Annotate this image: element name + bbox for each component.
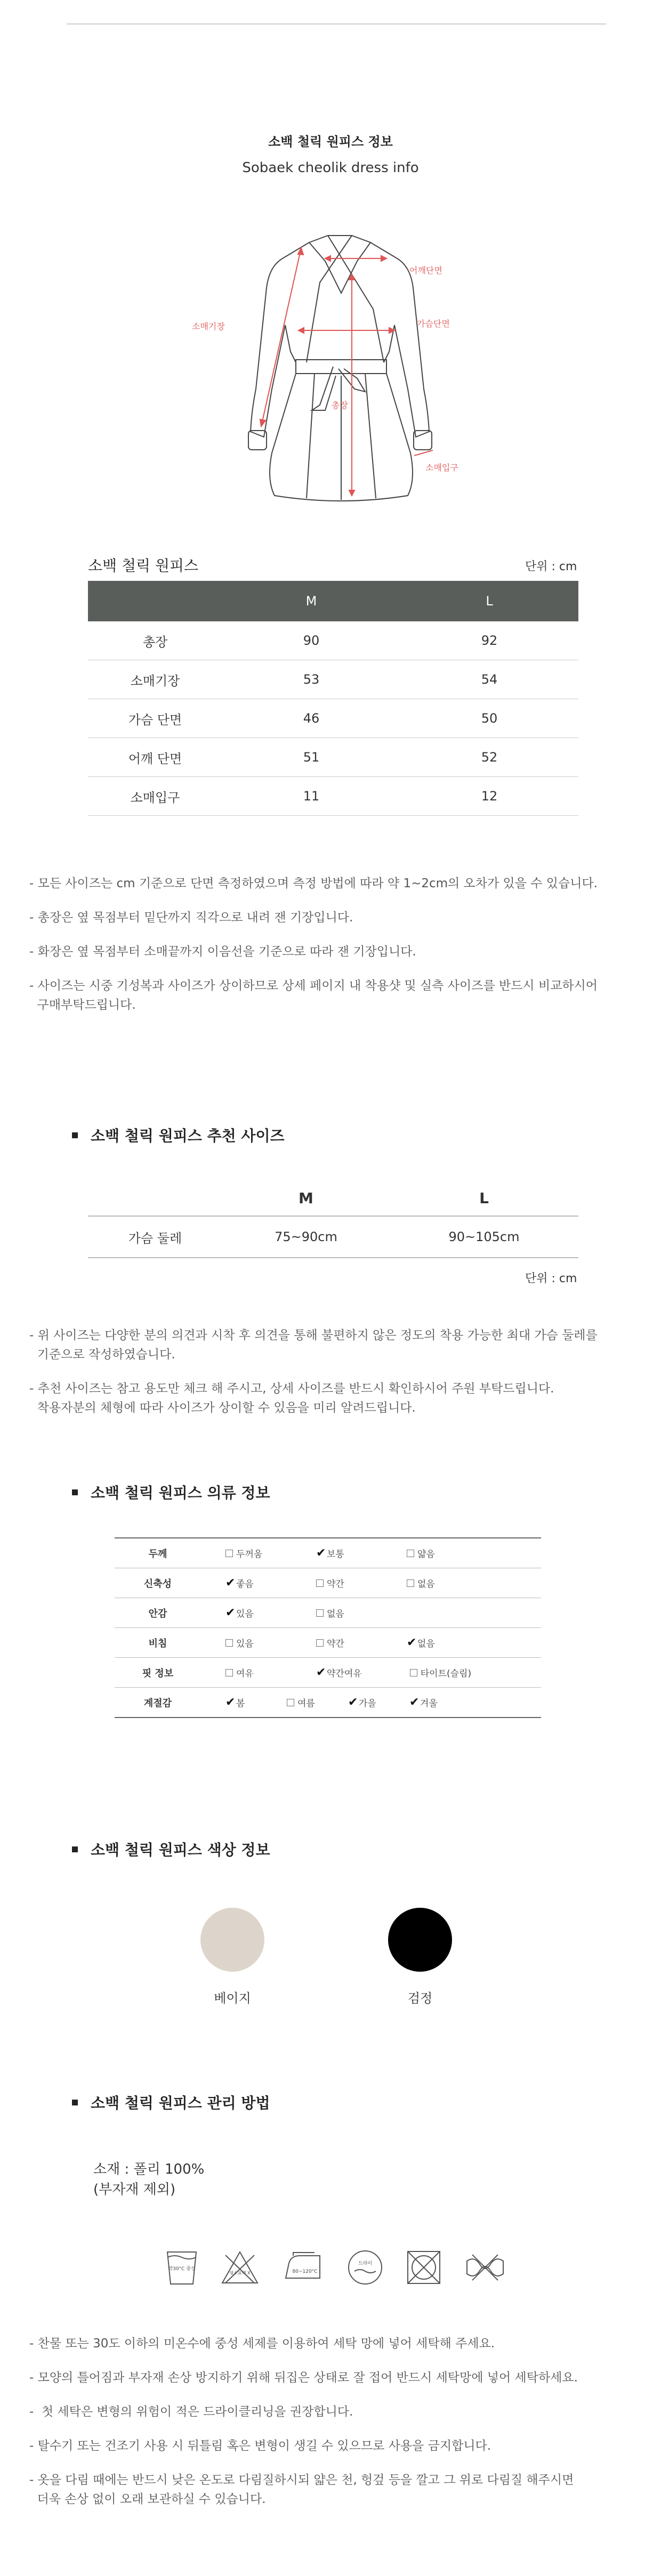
size-table-title: 소백 철릭 원피스 xyxy=(88,557,199,574)
fabric-option xyxy=(316,1606,359,1619)
recommend-header-l: L xyxy=(479,1189,489,1207)
fabric-option-label: 얇음 xyxy=(417,1549,435,1560)
dry-clean-icon xyxy=(346,2249,384,2286)
recommend-header-m: M xyxy=(299,1189,313,1207)
table-row xyxy=(88,699,578,738)
fabric-option xyxy=(410,1666,471,1679)
table-row xyxy=(88,660,578,699)
fabric-option-label: 봄 xyxy=(236,1698,245,1709)
fabric-options xyxy=(201,1658,541,1688)
size-header-empty xyxy=(88,581,222,621)
fabric-option-label: 보통 xyxy=(327,1549,344,1560)
checkbox-empty-icon xyxy=(316,1639,324,1647)
fabric-option xyxy=(225,1606,268,1619)
fabric-option-label: 있음 xyxy=(236,1639,254,1649)
diagram-label-shoulder: 어깨단면 xyxy=(409,265,442,276)
svg-text:드라이: 드라이 xyxy=(358,2261,372,2266)
checkbox-empty-icon xyxy=(225,1669,233,1676)
row-label: 가슴 둘레 xyxy=(88,1216,222,1258)
color-title-text: 소백 철릭 원피스 색상 정보 xyxy=(91,1841,270,1859)
fabric-options xyxy=(201,1688,541,1718)
cell-m: 90 xyxy=(222,621,400,660)
note-line: 더욱 손상 없이 오래 보관하실 수 있습니다. xyxy=(29,2492,266,2506)
fabric-option-label: 있음 xyxy=(236,1609,254,1619)
fabric-option-label: 두꺼움 xyxy=(236,1549,263,1560)
square-bullet-icon xyxy=(72,2100,78,2105)
fabric-option-label: 좋음 xyxy=(236,1579,254,1590)
diagram-label-sleeve: 소매기장 xyxy=(192,321,225,331)
table-row xyxy=(115,1598,541,1628)
fabric-option-label: 없음 xyxy=(417,1579,435,1590)
fabric-row-label: 안감 xyxy=(115,1598,201,1628)
care-title-text: 소백 철릭 원피스 관리 방법 xyxy=(91,2094,270,2112)
fabric-option xyxy=(225,1576,268,1590)
fabric-option xyxy=(316,1576,359,1590)
svg-text:염소표백 X: 염소표백 X xyxy=(229,2271,251,2275)
wash-30-icon xyxy=(165,2249,198,2286)
recommend-notes xyxy=(29,1326,637,1417)
cell-m: 11 xyxy=(222,777,400,816)
square-bullet-icon xyxy=(72,1846,78,1852)
color-section-title xyxy=(72,1838,270,1860)
checkmark-icon: ✔ xyxy=(225,1576,236,1590)
note-line: - 위 사이즈는 다양한 분의 의견과 시착 후 의견을 통해 불편하지 않은 정도의 착용 가능한 최대 가슴 둘레를 xyxy=(29,1328,598,1342)
material-sub-text: (부자재 제외) xyxy=(93,2182,176,2198)
table-row xyxy=(115,1538,541,1568)
dress-diagram xyxy=(192,229,469,506)
fabric-option xyxy=(348,1696,385,1709)
size-table-unit: 단위 : cm xyxy=(525,560,577,573)
row-label: 소매입구 xyxy=(88,777,222,816)
fabric-option xyxy=(409,1696,447,1709)
fabric-options xyxy=(201,1628,541,1658)
size-notes xyxy=(29,874,637,1015)
note-line: - 모든 사이즈는 cm 기준으로 단면 측정하였으며 측정 방법에 따라 약 1~2cm의 오차가 있을 수 있습니다. xyxy=(29,877,598,890)
cell-m: 75~90cm xyxy=(222,1216,390,1258)
checkmark-icon: ✔ xyxy=(409,1695,420,1709)
fabric-title-text: 소백 철릭 원피스 의류 정보 xyxy=(91,1484,270,1502)
fabric-option xyxy=(407,1636,449,1649)
fabric-row-label: 비침 xyxy=(115,1628,201,1658)
fabric-option-label: 여름 xyxy=(297,1698,315,1709)
checkbox-empty-icon xyxy=(316,1579,324,1587)
fabric-row-label: 두께 xyxy=(115,1538,201,1568)
note-line: - 화장은 옆 목점부터 소매끝까지 이음선을 기준으로 따라 잰 기장입니다. xyxy=(29,945,416,959)
note-line: - 찬물 또는 30도 이하의 미온수에 중성 세제를 이용하여 세탁 망에 넣어 세탁해 주세요. xyxy=(29,2337,495,2351)
cell-l: 90~105cm xyxy=(390,1216,578,1258)
page-title: 소백 철릭 원피스 정보 xyxy=(268,134,393,149)
table-row xyxy=(88,621,578,660)
square-bullet-icon xyxy=(72,1132,78,1138)
iron-icon xyxy=(281,2251,324,2283)
size-header-m: M xyxy=(222,581,400,621)
row-label: 가슴 단면 xyxy=(88,699,222,738)
checkbox-empty-icon xyxy=(225,1639,233,1647)
fabric-section-title xyxy=(72,1481,270,1503)
care-section-title xyxy=(72,2092,270,2113)
recommend-table xyxy=(88,1180,578,1258)
fabric-options xyxy=(201,1568,541,1598)
diagram-label-length: 총장 xyxy=(332,400,348,410)
note-line: - 추천 사이즈는 참고 용도만 체크 해 주시고, 상세 사이즈를 반드시 확인하시어 주원 부탁드립니다. xyxy=(29,1382,554,1396)
checkbox-empty-icon xyxy=(287,1699,294,1706)
cell-l: 92 xyxy=(400,621,578,660)
size-header-l: L xyxy=(400,581,578,621)
fabric-option xyxy=(225,1636,268,1649)
no-bleach-icon xyxy=(220,2250,260,2285)
fabric-row-label: 계절감 xyxy=(115,1688,201,1718)
table-row xyxy=(88,777,578,816)
diagram-label-cuff: 소매입구 xyxy=(425,463,458,473)
top-divider xyxy=(67,23,606,25)
page-subtitle: Sobaek cheolik dress info xyxy=(242,160,419,176)
recommend-header xyxy=(88,1180,578,1216)
row-label: 소매기장 xyxy=(88,660,222,699)
fabric-row-label: 신축성 xyxy=(115,1568,201,1598)
row-label: 총장 xyxy=(88,621,222,660)
square-bullet-icon xyxy=(72,1489,78,1495)
checkbox-empty-icon xyxy=(407,1550,414,1557)
fabric-option-label: 약간여유 xyxy=(327,1668,362,1679)
checkmark-icon: ✔ xyxy=(225,1606,236,1619)
fabric-option-label: 없음 xyxy=(327,1609,344,1619)
cell-l: 12 xyxy=(400,777,578,816)
checkbox-empty-icon xyxy=(407,1579,414,1587)
cell-l: 54 xyxy=(400,660,578,699)
checkmark-icon: ✔ xyxy=(225,1695,236,1709)
recommend-title-text: 소백 철릭 원피스 추천 사이즈 xyxy=(91,1127,285,1145)
svg-text:약30°C 중성: 약30°C 중성 xyxy=(168,2266,196,2272)
table-row xyxy=(115,1688,541,1718)
size-table-header xyxy=(88,581,578,621)
fabric-option-label: 없음 xyxy=(417,1639,435,1649)
care-notes xyxy=(29,2334,637,2509)
fabric-option xyxy=(316,1636,359,1649)
checkmark-icon: ✔ xyxy=(316,1546,326,1560)
table-row xyxy=(115,1568,541,1598)
cell-l: 50 xyxy=(400,699,578,738)
note-line: 기준으로 작성하였습니다. xyxy=(29,1348,175,1362)
fabric-option-label: 약간 xyxy=(327,1579,344,1590)
note-line: 구매부탁드립니다. xyxy=(29,998,136,1012)
table-row xyxy=(115,1628,541,1658)
fabric-table xyxy=(115,1537,541,1718)
recommend-header-empty xyxy=(88,1180,222,1216)
note-line: - 사이즈는 시중 기성복과 사이즈가 상이하므로 상세 페이지 내 착용샷 및 실측 사이즈를 반드시 비교하시어 xyxy=(29,979,598,993)
no-tumble-dry-icon xyxy=(406,2249,442,2286)
checkmark-icon: ✔ xyxy=(407,1635,417,1649)
fabric-option xyxy=(316,1546,359,1560)
table-row xyxy=(88,1216,578,1258)
care-icons xyxy=(165,2246,506,2289)
no-wring-icon xyxy=(464,2251,506,2283)
fabric-option xyxy=(225,1546,268,1560)
row-label: 어깨 단면 xyxy=(88,738,222,777)
cell-m: 51 xyxy=(222,738,400,777)
table-row xyxy=(88,738,578,777)
fabric-options xyxy=(201,1538,541,1568)
fabric-option-label: 타이트(슬림) xyxy=(420,1668,472,1679)
note-line: - 첫 세탁은 변형의 위험이 적은 드라이클리닝을 권장합니다. xyxy=(29,2405,353,2419)
note-line: - 탈수기 또는 건조기 사용 시 뒤틀림 혹은 변형이 생길 수 있으므로 사용을 금지합니다. xyxy=(29,2439,491,2453)
fabric-option-label: 여유 xyxy=(236,1668,254,1679)
fabric-row-label: 핏 정보 xyxy=(115,1658,201,1688)
recommend-unit: 단위 : cm xyxy=(525,1272,577,1285)
checkmark-icon: ✔ xyxy=(316,1665,326,1679)
checkbox-empty-icon xyxy=(316,1609,324,1617)
fabric-option-label: 가을 xyxy=(359,1698,376,1709)
note-line: - 옷을 다림 때에는 반드시 낮은 온도로 다림질하시되 얇은 천, 헝겊 등을 깔고 그 위로 다림질 해주시면 xyxy=(29,2473,574,2487)
checkbox-empty-icon xyxy=(410,1669,417,1676)
fabric-option xyxy=(316,1666,362,1679)
checkmark-icon: ✔ xyxy=(348,1695,358,1709)
color-swatch-beige xyxy=(200,1908,264,1972)
color-name-beige: 베이지 xyxy=(214,1991,251,2006)
material-text: 소재 : 폴리 100% xyxy=(93,2161,205,2177)
note-line: - 모양의 틀어짐과 부자재 손상 방지하기 위해 뒤집은 상태로 잘 접어 반드시 세탁망에 넣어 세탁하세요. xyxy=(29,2371,578,2385)
recommend-section-title xyxy=(72,1124,285,1146)
fabric-options xyxy=(201,1598,541,1628)
cell-l: 52 xyxy=(400,738,578,777)
color-name-black: 검정 xyxy=(407,1991,433,2006)
cell-m: 46 xyxy=(222,699,400,738)
fabric-option xyxy=(225,1666,268,1679)
note-line: - 총장은 옆 목점부터 밑단까지 직각으로 내려 잰 기장입니다. xyxy=(29,911,353,925)
checkbox-empty-icon xyxy=(225,1550,233,1557)
table-row xyxy=(115,1658,541,1688)
svg-text:80~120°C: 80~120°C xyxy=(292,2269,318,2274)
fabric-option xyxy=(407,1576,449,1590)
note-line: 착용자분의 체형에 따라 사이즈가 상이할 수 있음을 미리 알려드립니다. xyxy=(29,1401,416,1415)
fabric-option xyxy=(407,1546,449,1560)
fabric-option xyxy=(287,1696,324,1709)
size-table xyxy=(88,581,578,816)
cell-m: 53 xyxy=(222,660,400,699)
diagram-label-chest: 가슴단면 xyxy=(417,319,450,329)
fabric-option xyxy=(225,1696,263,1709)
fabric-option-label: 약간 xyxy=(327,1639,344,1649)
color-swatch-black xyxy=(388,1908,452,1972)
fabric-option-label: 겨울 xyxy=(420,1698,438,1709)
